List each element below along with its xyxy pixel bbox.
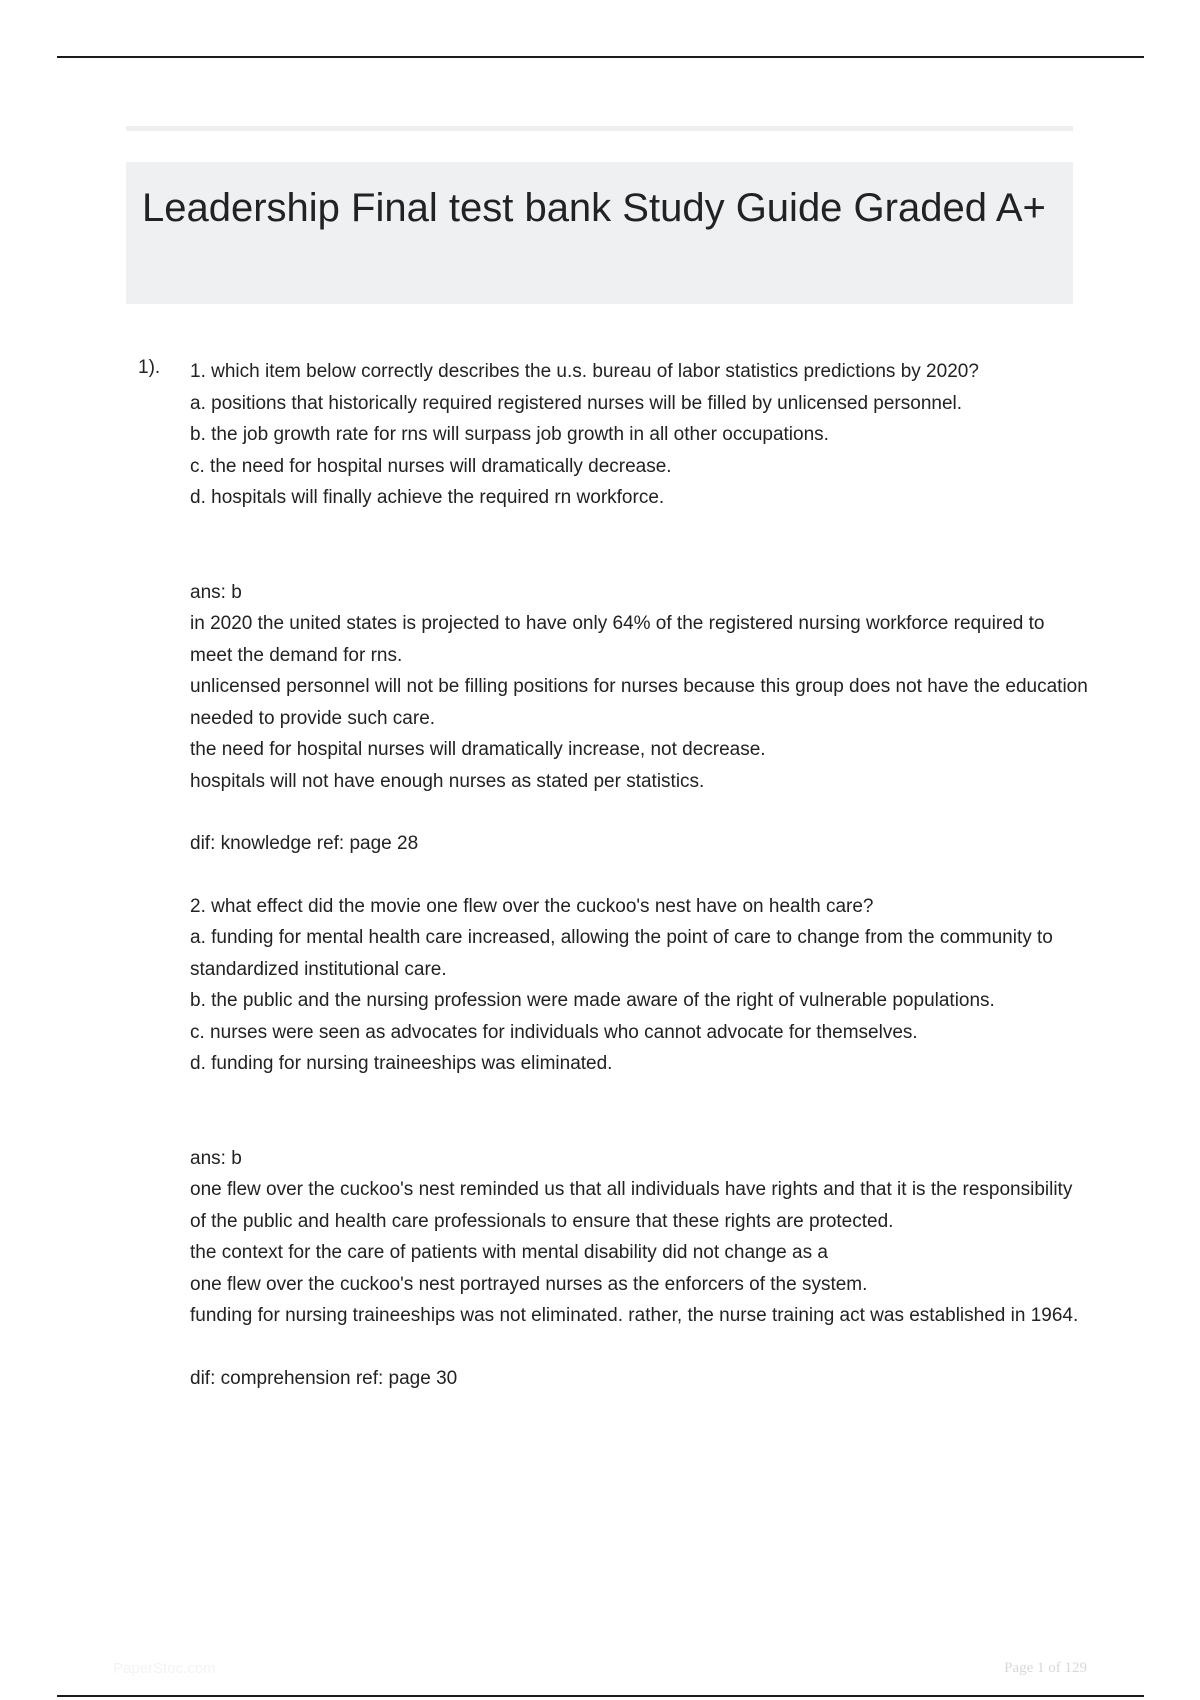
q1-question: 1. which item below correctly describes the u.s. bureau of labor statistics predictions by 2020?	[190, 361, 979, 382]
q2-option-b: b. the public and the nursing profession were made aware of the right of vulnerable populations.	[190, 990, 995, 1011]
q2-question: 2. what effect did the movie one flew over the cuckoo's nest have on health care?	[190, 895, 874, 917]
spacer	[190, 797, 1090, 828]
q2-rationale: one flew over the cuckoo's nest portrayed nurses as the enforcers of the system.	[190, 1273, 868, 1295]
q2-option-a: a. funding for mental health care increased, allowing the point of care to change from the community to standardized institutional care.	[190, 927, 1053, 980]
q1-option-b: b. the job growth rate for rns will surpass job growth in all other occupations.	[190, 424, 829, 445]
q2-rationale: funding for nursing traineeships was not eliminated. rather, the nurse training act was established in 1964.	[190, 1305, 1079, 1326]
q1-answer: ans: b	[190, 581, 242, 603]
spacer	[190, 1332, 1090, 1363]
q2-difficulty: dif: comprehension ref: page 30	[190, 1367, 458, 1389]
title-box	[126, 162, 1073, 304]
q1-rationale: in 2020 the united states is projected to have only 64% of the registered nursing workforce required to meet the demand for rns.	[190, 613, 1045, 666]
bottom-rule	[57, 1695, 1144, 1697]
header-divider	[126, 126, 1073, 131]
spacer	[190, 514, 1090, 577]
spacer	[190, 860, 1090, 891]
q1-rationale: unlicensed personnel will not be filling positions for nurses because this group does not have the education needed to provide such care.	[190, 676, 1088, 729]
q1-option-c: c. the need for hospital nurses will dramatically decrease.	[190, 455, 672, 477]
spacer	[190, 1080, 1090, 1143]
question-number: 1).	[138, 357, 161, 378]
q1-option-d: d. hospitals will finally achieve the required rn workforce.	[190, 487, 665, 508]
q2-option-c: c. nurses were seen as advocates for individuals who cannot advocate for themselves.	[190, 1021, 918, 1043]
page-indicator: Page 1 of 129	[1004, 1660, 1087, 1676]
question-content	[190, 356, 1090, 1394]
q1-rationale: hospitals will not have enough nurses as stated per statistics.	[190, 770, 705, 792]
q2-rationale: the context for the care of patients with mental disability did not change as a	[190, 1242, 828, 1263]
q2-rationale: one flew over the cuckoo's nest reminded us that all individuals have rights and that it is the responsibility of the public and health care professionals to ensure that these rights are protected.	[190, 1179, 1073, 1232]
q2-option-d: d. funding for nursing traineeships was eliminated.	[190, 1053, 613, 1074]
q1-rationale: the need for hospital nurses will dramatically increase, not decrease.	[190, 739, 766, 760]
document-title: Leadership Final test bank Study Guide Graded A+	[142, 186, 1046, 230]
top-rule	[57, 56, 1144, 58]
watermark-text: PaperStoc.com	[113, 1660, 216, 1677]
q1-difficulty: dif: knowledge ref: page 28	[190, 833, 419, 854]
q2-answer: ans: b	[190, 1147, 242, 1169]
q1-option-a: a. positions that historically required registered nurses will be filled by unlicensed personnel.	[190, 392, 963, 414]
